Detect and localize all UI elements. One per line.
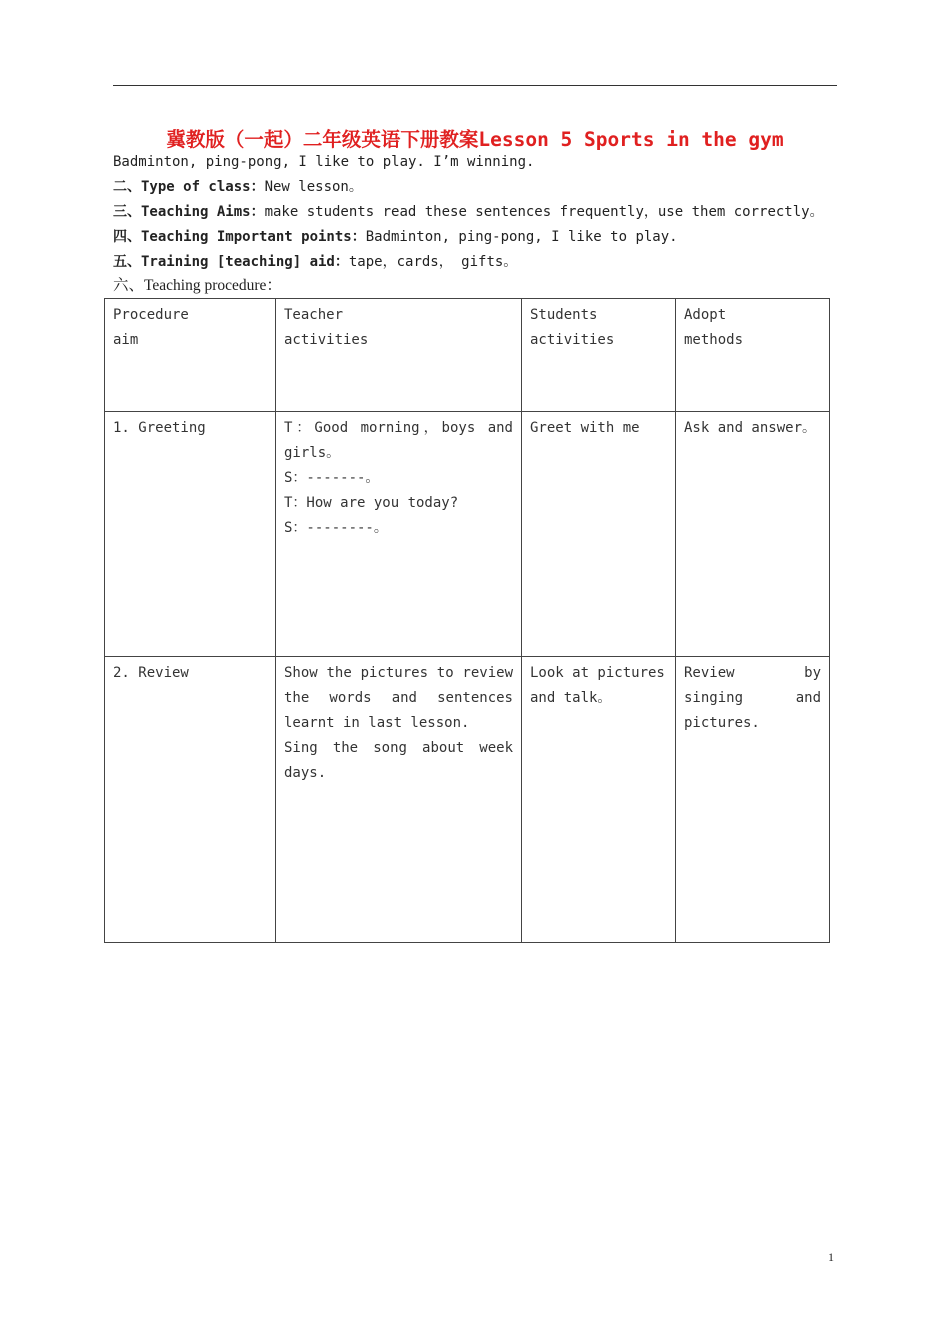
procedure-table xyxy=(104,298,830,943)
table-row xyxy=(105,412,830,657)
intro-line: Badminton, ping-pong, I like to play. I’m winning. xyxy=(113,154,535,170)
header-students-activities: Students activities xyxy=(522,299,676,412)
header-procedure-aim: Procedure aim xyxy=(105,299,276,412)
page-number: 1 xyxy=(828,1250,834,1264)
cell-methods: Ask and answer。 xyxy=(676,412,830,657)
teaching-aims-value: make students read these sentences frequently，use them correctly。 xyxy=(264,204,824,220)
important-points-label: 四、Teaching Important points： xyxy=(113,229,366,245)
important-points-line xyxy=(113,228,678,246)
type-of-class-label: 二、Type of class： xyxy=(113,179,265,195)
teaching-aims-label: 三、Teaching Aims： xyxy=(113,204,265,220)
cell-teacher: Show the pictures to review the words and sentences learnt in last lesson. Sing the song about week days. xyxy=(276,657,522,943)
header-rule xyxy=(113,85,837,86)
header-teacher-activities: Teacher activities xyxy=(276,299,522,412)
cell-students: Greet with me xyxy=(522,412,676,657)
important-points-value: Badminton, ping-pong, I like to play. xyxy=(365,229,678,245)
teaching-aid-line xyxy=(113,253,517,271)
cell-students: Look at pictures and talk。 xyxy=(522,657,676,943)
cell-procedure: 1. Greeting xyxy=(105,412,276,657)
table-header-row xyxy=(105,299,830,412)
document-title: 冀教版（一起）二年级英语下册教案Lesson 5 Sports in the gym xyxy=(166,128,784,151)
type-of-class-line xyxy=(113,178,363,196)
teaching-aid-label: 五、Training [teaching] aid： xyxy=(113,254,349,270)
teaching-aid-value: tape，cards， gifts。 xyxy=(348,254,518,270)
header-adopt-methods: Adopt methods xyxy=(676,299,830,412)
cell-teacher: T：Good morning，boys and girls。 S：-------。 T：How are you today? S：--------。 xyxy=(276,412,522,657)
teaching-procedure-label: 六、Teaching procedure： xyxy=(113,277,282,294)
teaching-aims-line xyxy=(113,203,824,221)
table-row xyxy=(105,657,830,943)
cell-methods: Review by singing and pictures. xyxy=(676,657,830,943)
type-of-class-value: New lesson。 xyxy=(264,179,363,195)
cell-procedure: 2. Review xyxy=(105,657,276,943)
